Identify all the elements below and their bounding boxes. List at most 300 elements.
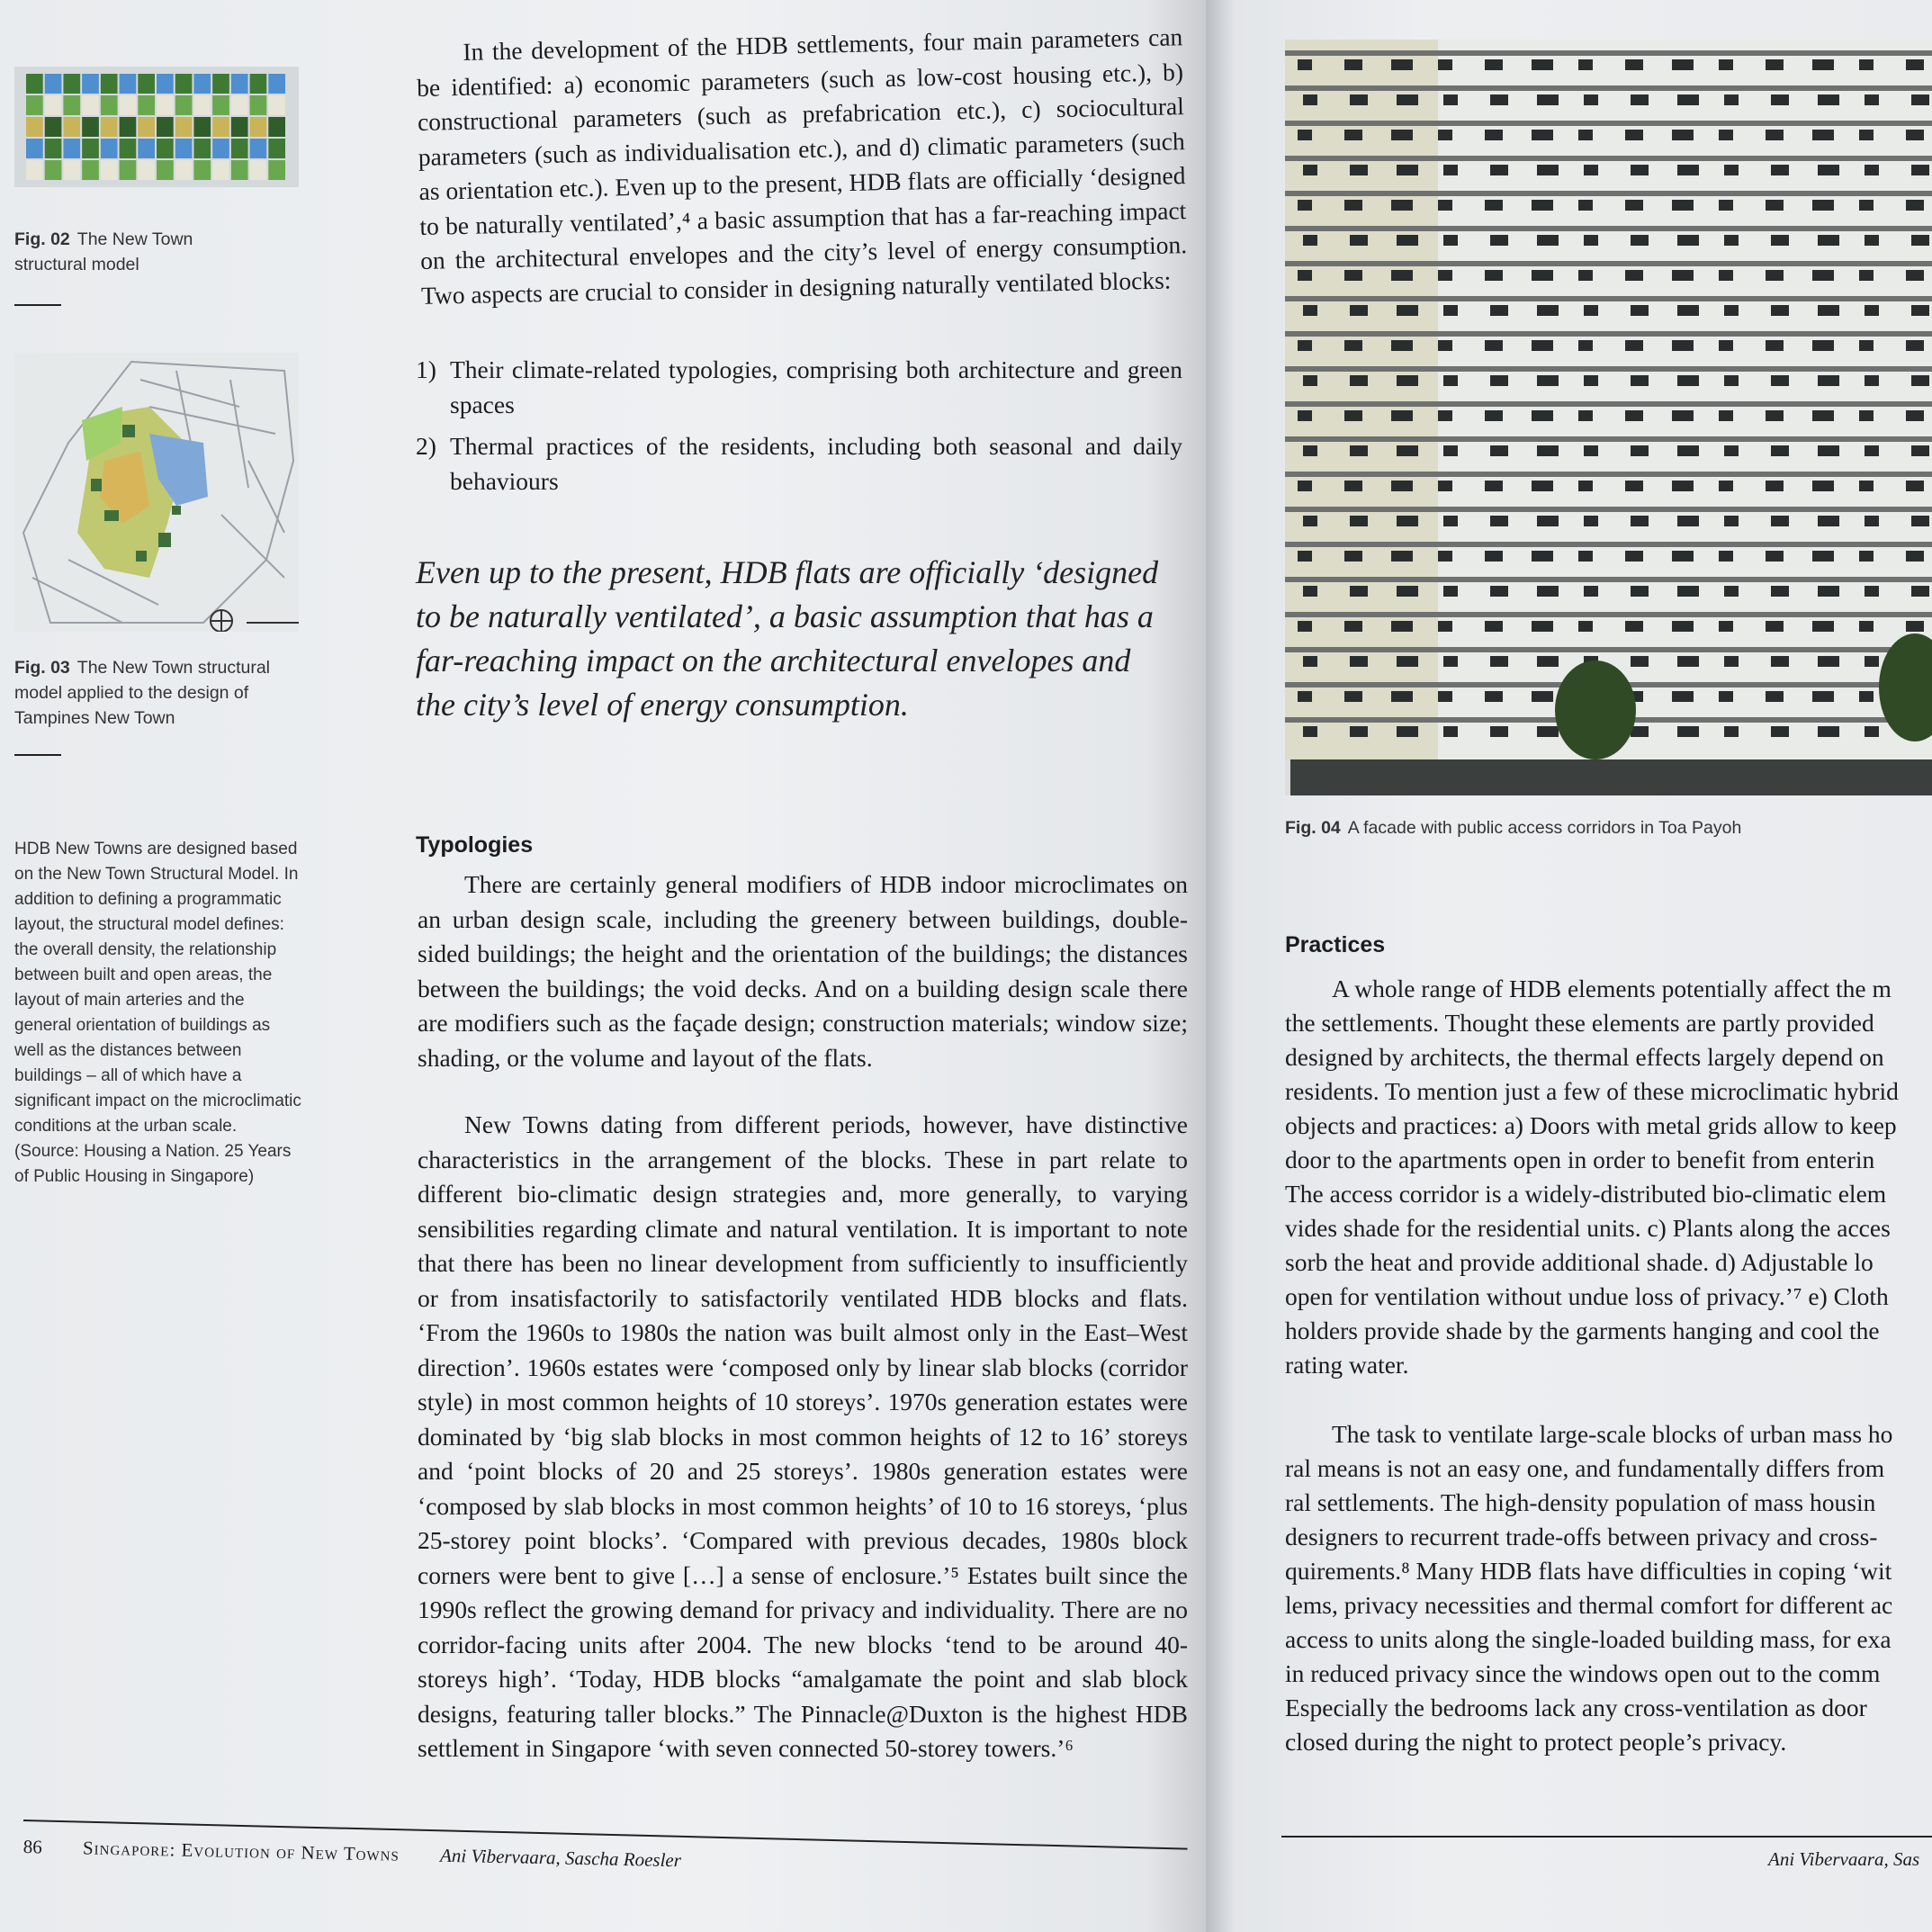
window — [1631, 165, 1649, 175]
window — [1911, 586, 1929, 597]
window — [1578, 621, 1593, 632]
text-line: rating water. — [1285, 1351, 1409, 1379]
text-line: sorb the heat and provide additional shade. d) Adjustable lo — [1285, 1248, 1874, 1276]
window — [1303, 656, 1317, 667]
window — [1719, 59, 1733, 70]
window — [1818, 656, 1839, 667]
facade-shadow-band — [1285, 472, 1932, 477]
window — [1771, 726, 1789, 737]
window — [1818, 516, 1839, 526]
window — [1677, 445, 1699, 456]
window — [1532, 200, 1553, 211]
text-line: ral settlements. The high-density population of mass housin — [1285, 1488, 1876, 1516]
window — [1397, 235, 1418, 246]
grid-cell — [45, 95, 62, 115]
window — [1397, 656, 1418, 667]
window — [1625, 130, 1643, 140]
grid-cell — [157, 74, 174, 94]
window — [1771, 516, 1789, 526]
facade-shadow-band — [1285, 436, 1932, 442]
window — [1303, 94, 1317, 105]
fig02-label: Fig. 02 — [14, 229, 70, 249]
window — [1537, 165, 1559, 175]
grid-cell — [101, 117, 118, 137]
fig02-text: The New Town structural model — [14, 229, 193, 274]
window — [1298, 410, 1312, 421]
facade-shadow-band — [1285, 296, 1932, 301]
window — [1865, 656, 1879, 667]
window — [1812, 551, 1834, 562]
window — [1865, 305, 1879, 316]
sidebar-note: HDB New Towns are designed based on the New Town Structural Model. In addition to defining a programmatic layout, the structural model defines: the overall density, the relationship between built and open areas, the layout of main arteries and the general orientation of buildings as well as the distances between buildings – all of which have a significant impact on the microclimatic conditions at the urban scale. (Source: Housing a Nation. 25 Years of Public Housing in Singapore) — [14, 840, 301, 1186]
window — [1818, 375, 1839, 386]
facade-shadow-band — [1285, 331, 1932, 337]
grid-cell — [82, 74, 99, 94]
list-item — [416, 429, 1182, 499]
window — [1724, 445, 1739, 456]
window — [1677, 165, 1699, 175]
window — [1766, 340, 1784, 351]
text-line: access to units along the single-loaded building mass, for exa — [1285, 1625, 1892, 1653]
fig04-caption — [1285, 815, 1932, 840]
intro-text: In the development of the HDB settlements, four main parameters can be identified: a) economic parameters (such as low-cost housing etc.), b) constructional parameters (such as prefabrication etc.), c) sociocultural parameters (such as individualisation etc.), and d) climatic parameters (such as orientation etc.). Even up to the present, HDB flats are officially ‘designed to be naturally ventilated’,⁴ a basic assumption that has a far-reaching impact on the architectural envelopes and the city’s level of energy consumption. Two aspects are crucial to consider in designing naturally ventilated blocks: — [416, 22, 1188, 310]
window — [1859, 130, 1874, 140]
grid-cell — [175, 95, 193, 115]
window — [1485, 59, 1503, 70]
window — [1771, 165, 1789, 175]
grid-cell — [268, 74, 285, 94]
window — [1298, 200, 1312, 211]
window — [1771, 94, 1789, 105]
grid-cell — [268, 160, 285, 180]
window — [1303, 305, 1317, 316]
grid-cell — [101, 160, 118, 180]
text-line: closed during the night to protect people’s privacy. — [1285, 1728, 1787, 1756]
grid-cell — [45, 160, 62, 180]
window — [1584, 445, 1598, 456]
text-line: designers to recurrent trade-offs between privacy and cross- — [1285, 1523, 1878, 1550]
window — [1391, 621, 1413, 632]
window — [1906, 270, 1924, 281]
facade-photo — [1285, 40, 1932, 795]
window — [1537, 235, 1559, 246]
ventilate-lines — [1285, 1417, 1932, 1759]
window — [1631, 375, 1649, 386]
window — [1859, 481, 1874, 491]
window — [1344, 340, 1362, 351]
footer-authors: Ani Vibervaara, Sascha Roesler — [439, 1844, 682, 1872]
text-line: objects and practices: a) Doors with metal grids allow to keep — [1285, 1111, 1897, 1139]
window — [1350, 516, 1368, 526]
window — [1298, 59, 1312, 70]
fig04-text: A facade with public access corridors in Toa Payoh — [1347, 818, 1742, 838]
window — [1391, 481, 1413, 491]
window — [1350, 165, 1368, 175]
fig02-image — [14, 67, 299, 187]
window — [1812, 59, 1834, 70]
fig04-label: Fig. 04 — [1285, 818, 1341, 838]
window — [1631, 305, 1649, 316]
window — [1906, 551, 1924, 562]
window — [1397, 305, 1418, 316]
window — [1350, 305, 1368, 316]
window — [1911, 375, 1929, 386]
grid-cell — [231, 74, 248, 94]
window — [1724, 726, 1739, 737]
window — [1719, 481, 1733, 491]
window — [1771, 586, 1789, 597]
footer-rule — [1281, 1836, 1932, 1838]
window — [1490, 656, 1508, 667]
ventilate-paragraph — [1285, 1417, 1932, 1759]
grid-cell — [63, 139, 80, 158]
window — [1724, 586, 1739, 597]
window — [1672, 621, 1694, 632]
window — [1443, 94, 1458, 105]
window — [1397, 375, 1418, 386]
window — [1391, 270, 1413, 281]
window — [1766, 59, 1784, 70]
window — [1485, 551, 1503, 562]
window — [1911, 94, 1929, 105]
window — [1625, 551, 1643, 562]
window — [1532, 410, 1553, 421]
grid-cell — [120, 117, 137, 137]
facade-shadow-band — [1285, 647, 1932, 652]
window — [1578, 481, 1593, 491]
typologies-paragraph-2: New Towns dating from different periods, however, have distinctive characteristics in the arrangement of the blocks. These in part relate to different bio-climatic design strategies and, more generally, to varying sensibilities regarding climate and natural ventilation. It is important to note that there has been no linear development from sufficiently to insufficiently or from insatisfactorily to satisfactorily ventilated HDB blocks and flats. ‘From the 1960s to 1980s the nation was built almost only in the East–West direction’. 1960s estates were ‘composed only by linear slab blocks (corridor style) in most common heights of 10 storeys’. 1970s generation estates were dominated by ‘big slab blocks in most common heights of 12 to 16’ storeys and ‘point blocks of 20 and 25 storeys’. 1980s generation estates were ‘composed by slab blocks in most common heights’ of 10 to 16 storeys, ‘plus 25-storey point blocks’. ‘Compared with previous decades, 1980s block corners were bent to give […] a sense of enclosure.’⁵ Estates built since the 1990s reflect the growing demand for privacy and individuality. There are no corridor-facing units after 2004. The new blocks ‘tend to be around 40-storeys high’. ‘Today, HDB blocks “amalgamate the point and slab block designs, featuring taller blocks.” The Pinnacle@Duxton is the highest HDB settlement in Singapore ‘with seven connected 50-storey towers.’⁶ — [418, 1110, 1188, 1762]
window — [1438, 551, 1452, 562]
window — [1672, 200, 1694, 211]
tampines-map — [14, 353, 299, 632]
window — [1625, 59, 1643, 70]
window — [1584, 516, 1598, 526]
grid-cell — [193, 74, 211, 94]
window — [1719, 551, 1733, 562]
window — [1397, 516, 1418, 526]
window — [1906, 59, 1924, 70]
grid-cell — [26, 160, 43, 180]
window — [1490, 305, 1508, 316]
window — [1303, 165, 1317, 175]
grid-cell — [157, 139, 174, 158]
window — [1865, 94, 1879, 105]
grid-cell — [231, 160, 248, 180]
caption-divider — [14, 304, 61, 306]
text-line: A whole range of HDB elements potentially affect the m — [1332, 975, 1892, 1002]
grid-cell — [212, 139, 229, 158]
window — [1391, 130, 1413, 140]
grid-cell — [268, 95, 285, 115]
window — [1584, 94, 1598, 105]
window — [1532, 340, 1553, 351]
grid-cell — [120, 74, 137, 94]
window — [1532, 481, 1553, 491]
window — [1397, 94, 1418, 105]
fig03-text: The New Town structural model applied to the design of Tampines New Town — [14, 658, 271, 728]
grid-cell — [138, 139, 155, 158]
grid-cell — [193, 160, 211, 180]
grid-cell — [138, 160, 155, 180]
window — [1298, 551, 1312, 562]
intro-paragraph — [416, 20, 1188, 313]
window — [1906, 481, 1924, 491]
window — [1625, 410, 1643, 421]
grid-cell — [26, 117, 43, 137]
window — [1391, 551, 1413, 562]
window — [1298, 270, 1312, 281]
window — [1350, 445, 1368, 456]
window — [1298, 621, 1312, 632]
window — [1490, 445, 1508, 456]
window — [1631, 235, 1649, 246]
window — [1906, 410, 1924, 421]
window — [1438, 691, 1452, 702]
window — [1485, 130, 1503, 140]
pull-quote: Even up to the present, HDB flats are officially ‘designed to be naturally ventilated’, a basic assumption that has a far-reaching impact on the architectural envelopes and the city’s level of energy consumption. — [416, 554, 1159, 723]
window — [1672, 551, 1694, 562]
window — [1631, 516, 1649, 526]
window — [1391, 410, 1413, 421]
window — [1298, 691, 1312, 702]
window — [1719, 340, 1733, 351]
text-line: lems, privacy necessities and thermal comfort for different ac — [1285, 1591, 1893, 1619]
window — [1578, 551, 1593, 562]
window — [1344, 621, 1362, 632]
window — [1578, 410, 1593, 421]
window — [1344, 691, 1362, 702]
right-footer-authors: Ani Vibervaara, Sas — [1768, 1848, 1920, 1870]
grid-cell — [138, 95, 155, 115]
window — [1303, 586, 1317, 597]
grid-cell — [250, 74, 267, 94]
window — [1911, 305, 1929, 316]
grid-cell — [231, 95, 248, 115]
window — [1771, 375, 1789, 386]
window — [1719, 200, 1733, 211]
grid-cell — [250, 139, 267, 158]
window — [1397, 726, 1418, 737]
grid-cell — [268, 117, 285, 137]
window — [1443, 375, 1458, 386]
text-line: residents. To mention just a few of these microclimatic hybrid — [1285, 1077, 1899, 1105]
window — [1865, 375, 1879, 386]
grid-cell — [101, 74, 118, 94]
grid-cell — [138, 117, 155, 137]
grid-cell — [157, 160, 174, 180]
window — [1631, 656, 1649, 667]
fig02-caption — [14, 227, 221, 277]
window — [1818, 586, 1839, 597]
window — [1443, 516, 1458, 526]
facade-shadow-band — [1285, 156, 1932, 161]
grid-cell — [26, 95, 43, 115]
list-number: 1) — [416, 355, 436, 383]
window — [1443, 305, 1458, 316]
window — [1672, 59, 1694, 70]
grid-cell — [157, 95, 174, 115]
window — [1537, 726, 1559, 737]
facade-shadow-band — [1285, 121, 1932, 126]
text-line: ral means is not an easy one, and fundamentally differs from — [1285, 1454, 1885, 1482]
window — [1771, 656, 1789, 667]
grid-cell — [82, 95, 99, 115]
window — [1677, 726, 1699, 737]
window — [1865, 516, 1879, 526]
window — [1911, 235, 1929, 246]
window — [1303, 375, 1317, 386]
window — [1438, 200, 1452, 211]
grid-cell — [193, 117, 211, 137]
window — [1911, 516, 1929, 526]
grid-cell — [250, 95, 267, 115]
window — [1766, 200, 1784, 211]
window — [1677, 656, 1699, 667]
window — [1438, 130, 1452, 140]
typologies-heading: Typologies — [416, 832, 534, 858]
window — [1812, 340, 1834, 351]
grid-cell — [193, 139, 211, 158]
window — [1625, 200, 1643, 211]
text-line: quirements.⁸ Many HDB flats have difficulties in coping ‘wit — [1285, 1557, 1892, 1585]
list-text: Thermal practices of the residents, including both seasonal and daily behaviours — [450, 432, 1182, 495]
window — [1719, 691, 1733, 702]
window — [1859, 621, 1874, 632]
window — [1818, 445, 1839, 456]
window — [1537, 375, 1559, 386]
facade-shadow-band — [1285, 577, 1932, 582]
window — [1298, 340, 1312, 351]
window — [1818, 305, 1839, 316]
window — [1724, 165, 1739, 175]
window — [1490, 586, 1508, 597]
grid-cell — [120, 160, 137, 180]
window — [1724, 656, 1739, 667]
facade-shadow-band — [1285, 50, 1932, 56]
window — [1391, 691, 1413, 702]
page-number: 86 — [22, 1836, 42, 1858]
window — [1537, 516, 1559, 526]
window — [1578, 270, 1593, 281]
facade-shadow-band — [1285, 85, 1932, 91]
window — [1818, 165, 1839, 175]
window — [1532, 621, 1553, 632]
window — [1303, 516, 1317, 526]
window — [1766, 691, 1784, 702]
window — [1397, 165, 1418, 175]
grid-cell — [250, 117, 267, 137]
window — [1631, 726, 1649, 737]
fig03-caption — [14, 655, 302, 731]
window — [1490, 235, 1508, 246]
typologies-paragraph-1: There are certainly general modifiers of HDB indoor microclimates on an urban design scale, including the greenery between buildings, double-sided buildings; the height and the orientation of the buildings; the distances between the buildings; the void decks. And on a building design scale there are modifiers such as the façade design; construction materials; window size; shading, or the volume and layout of the flats. — [418, 870, 1188, 1072]
window — [1485, 481, 1503, 491]
window — [1350, 94, 1368, 105]
window — [1350, 586, 1368, 597]
window — [1344, 59, 1362, 70]
window — [1818, 726, 1839, 737]
window — [1911, 165, 1929, 175]
text-line: door to the apartments open in order to benefit from enterin — [1285, 1146, 1875, 1173]
typologies-section — [418, 867, 1188, 1766]
practices-heading: Practices — [1285, 932, 1386, 957]
grid-cell — [175, 117, 193, 137]
grid-cell — [63, 95, 80, 115]
window — [1443, 445, 1458, 456]
window — [1344, 130, 1362, 140]
window — [1303, 235, 1317, 246]
list-number: 2) — [416, 432, 436, 460]
window — [1532, 59, 1553, 70]
window — [1766, 130, 1784, 140]
window — [1490, 375, 1508, 386]
book-title: Singapore: Evolution of New Towns — [82, 1837, 400, 1865]
window — [1766, 551, 1784, 562]
window — [1350, 375, 1368, 386]
window — [1771, 305, 1789, 316]
window — [1485, 691, 1503, 702]
grid-cell — [82, 160, 99, 180]
grid-cell — [175, 139, 193, 158]
window — [1584, 305, 1598, 316]
window — [1859, 340, 1874, 351]
window — [1859, 200, 1874, 211]
grid-cell — [231, 117, 248, 137]
grid-cell — [63, 74, 80, 94]
text-line: The access corridor is a widely-distributed bio-climatic elem — [1285, 1180, 1887, 1208]
window — [1625, 270, 1643, 281]
window — [1865, 445, 1879, 456]
window — [1859, 59, 1874, 70]
window — [1906, 340, 1924, 351]
window — [1812, 691, 1834, 702]
window — [1771, 445, 1789, 456]
grid-cell — [268, 139, 285, 158]
text-line: holders provide shade by the garments hanging and cool the — [1285, 1316, 1880, 1344]
caption-divider — [14, 754, 61, 756]
window — [1490, 165, 1508, 175]
window — [1344, 551, 1362, 562]
window — [1719, 130, 1733, 140]
window — [1350, 235, 1368, 246]
window — [1724, 235, 1739, 246]
grid-cell — [231, 139, 248, 158]
facade-shadow-band — [1285, 542, 1932, 547]
window — [1584, 235, 1598, 246]
window — [1443, 165, 1458, 175]
window — [1298, 130, 1312, 140]
grid-cell — [45, 74, 62, 94]
fig03-image — [14, 353, 299, 632]
window — [1532, 551, 1553, 562]
window — [1672, 340, 1694, 351]
window — [1865, 165, 1879, 175]
window — [1397, 586, 1418, 597]
grid-cell — [120, 139, 137, 158]
window — [1485, 621, 1503, 632]
window — [1865, 586, 1879, 597]
window — [1438, 340, 1452, 351]
window — [1438, 621, 1452, 632]
window — [1344, 200, 1362, 211]
grid-cell — [250, 160, 267, 180]
grid-cell — [175, 160, 193, 180]
window — [1438, 410, 1452, 421]
window — [1724, 305, 1739, 316]
window — [1391, 340, 1413, 351]
window — [1344, 270, 1362, 281]
window — [1859, 551, 1874, 562]
